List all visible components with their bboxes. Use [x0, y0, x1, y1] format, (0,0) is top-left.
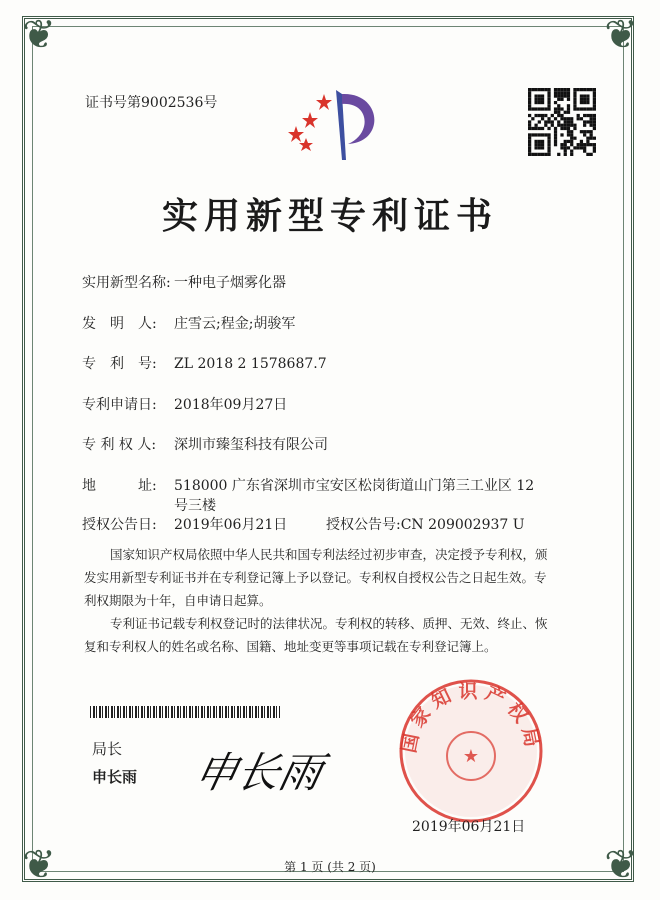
qr-module [570, 140, 573, 143]
qr-module [534, 101, 537, 104]
qr-module [570, 124, 573, 127]
qr-module [586, 114, 589, 117]
qr-module [583, 146, 586, 149]
qr-module [583, 143, 586, 146]
qr-module [528, 91, 531, 94]
qr-module [541, 146, 544, 149]
field-label: 地 址: [82, 478, 157, 494]
qr-module [586, 153, 589, 156]
qr-module [586, 101, 589, 104]
qr-module [541, 153, 544, 156]
qr-module [573, 127, 576, 130]
field-value: CN 209002937 U [400, 517, 525, 533]
qr-module [538, 94, 541, 97]
qr-module [560, 127, 563, 130]
qr-module [560, 107, 563, 110]
qr-module [560, 94, 563, 97]
qr-module [538, 127, 541, 130]
qr-module [583, 114, 586, 117]
qr-module [528, 107, 531, 110]
qr-module [580, 98, 583, 101]
qr-module [560, 133, 563, 136]
qr-module [567, 127, 570, 130]
certificate-title: 实用新型专利证书 [161, 195, 498, 237]
qr-module [564, 91, 567, 94]
certificate-number: 证书号第9002536号 [85, 95, 218, 111]
qr-module [580, 107, 583, 110]
qr-module [541, 98, 544, 101]
qr-module [554, 101, 557, 104]
qr-module [580, 101, 583, 104]
qr-module [593, 101, 596, 104]
qr-module [554, 94, 557, 97]
qr-module [593, 88, 596, 91]
field-inventors [82, 313, 295, 333]
qr-module [570, 120, 573, 123]
qr-module [583, 150, 586, 153]
qr-module [573, 98, 576, 101]
qr-module [580, 94, 583, 97]
qr-module [554, 137, 557, 140]
qr-module [586, 140, 589, 143]
qr-module [564, 124, 567, 127]
qr-module [560, 114, 563, 117]
qr-code [528, 88, 596, 156]
qr-module [534, 140, 537, 143]
qr-module [564, 88, 567, 91]
qr-module [580, 117, 583, 120]
qr-module [590, 153, 593, 156]
qr-module [586, 130, 589, 133]
qr-module [551, 120, 554, 123]
qr-module [573, 107, 576, 110]
qr-module [547, 101, 550, 104]
qr-module [586, 107, 589, 110]
statement-paragraph: 专利证书记载专利权登记时的法律状况。专利权的转移、质押、无效、终止、恢复和专利权人的姓名或名称、国籍、地址变更等事项记载在专利登记簿上。 [84, 616, 548, 654]
qr-module [593, 120, 596, 123]
qr-module [590, 143, 593, 146]
field-value: 庄雪云;程金;胡骏军 [174, 316, 296, 332]
qr-module [528, 127, 531, 130]
qr-module [557, 124, 560, 127]
qr-module [547, 88, 550, 91]
qr-module [586, 143, 589, 146]
field-value: 2019年06月21日 [174, 517, 288, 533]
qr-module [528, 104, 531, 107]
qr-module [541, 133, 544, 136]
field-patentee [82, 434, 328, 454]
qr-module [544, 124, 547, 127]
qr-module [554, 140, 557, 143]
qr-module [534, 114, 537, 117]
qr-module [541, 114, 544, 117]
qr-module [544, 114, 547, 117]
qr-module [541, 94, 544, 97]
qr-module [564, 117, 567, 120]
qr-module [567, 120, 570, 123]
qr-module [528, 137, 531, 140]
qr-module [580, 140, 583, 143]
signatory-title: 局长 [92, 740, 123, 758]
qr-module [557, 88, 560, 91]
field-value: 深圳市臻玺科技有限公司 [174, 437, 328, 453]
field-utility-model-name [82, 272, 286, 292]
qr-module [547, 127, 550, 130]
qr-module [567, 133, 570, 136]
qr-module [544, 133, 547, 136]
qr-module [586, 88, 589, 91]
qr-module [593, 150, 596, 153]
qr-module [547, 107, 550, 110]
qr-module [557, 98, 560, 101]
cnipa-logo-icon [282, 82, 382, 162]
qr-module [541, 117, 544, 120]
qr-module [547, 146, 550, 149]
qr-module [528, 120, 531, 123]
qr-module [583, 107, 586, 110]
qr-module [560, 124, 563, 127]
corner-ornament-icon: ❦ [604, 842, 638, 888]
official-seal [398, 678, 544, 824]
qr-module [554, 107, 557, 110]
qr-module [593, 104, 596, 107]
qr-module [528, 114, 531, 117]
qr-module [567, 91, 570, 94]
qr-module [528, 153, 531, 156]
qr-module [554, 133, 557, 136]
qr-module [593, 107, 596, 110]
field-label: 专利申请日: [82, 397, 157, 413]
qr-module [590, 117, 593, 120]
qr-module [560, 117, 563, 120]
qr-module [554, 130, 557, 133]
qr-module [570, 117, 573, 120]
qr-module [534, 153, 537, 156]
qr-module [557, 114, 560, 117]
qr-module [593, 137, 596, 140]
qr-module [593, 117, 596, 120]
field-value: 一种电子烟雾化器 [174, 275, 286, 291]
field-label: 专 利 权 人: [82, 437, 157, 453]
qr-module [541, 88, 544, 91]
qr-module [541, 101, 544, 104]
qr-module [544, 153, 547, 156]
qr-module [593, 91, 596, 94]
qr-module [541, 107, 544, 110]
qr-module [557, 107, 560, 110]
qr-module [573, 91, 576, 94]
qr-module [567, 94, 570, 97]
qr-module [538, 143, 541, 146]
qr-module [534, 133, 537, 136]
qr-module [570, 130, 573, 133]
qr-module [586, 94, 589, 97]
qr-module [590, 130, 593, 133]
field-value: ZL 2018 2 1578687.7 [174, 356, 327, 372]
qr-module [593, 127, 596, 130]
qr-module [538, 140, 541, 143]
qr-module [557, 91, 560, 94]
qr-module [528, 133, 531, 136]
qr-module [538, 120, 541, 123]
qr-module [590, 133, 593, 136]
qr-module [531, 117, 534, 120]
qr-module [583, 133, 586, 136]
qr-module [567, 107, 570, 110]
qr-module [570, 137, 573, 140]
qr-module [547, 133, 550, 136]
qr-module [580, 88, 583, 91]
qr-module [573, 88, 576, 91]
qr-module [534, 127, 537, 130]
qr-module [547, 137, 550, 140]
qr-module [528, 143, 531, 146]
field-label: 专 利 号: [82, 356, 157, 372]
qr-module [554, 111, 557, 114]
qr-module [557, 153, 560, 156]
qr-module [570, 153, 573, 156]
qr-module [577, 114, 580, 117]
qr-module [534, 107, 537, 110]
qr-module [593, 146, 596, 149]
qr-module [573, 101, 576, 104]
qr-module [554, 143, 557, 146]
corner-ornament-icon: ❦ [22, 842, 56, 888]
qr-module [580, 130, 583, 133]
qr-module [528, 124, 531, 127]
qr-module [528, 140, 531, 143]
qr-module [528, 94, 531, 97]
qr-module [531, 127, 534, 130]
field-value-line2: 号三楼 [174, 498, 216, 514]
qr-module [564, 120, 567, 123]
field-label: 授权公告号: [326, 517, 401, 533]
qr-module [534, 88, 537, 91]
qr-module [534, 143, 537, 146]
qr-module [590, 107, 593, 110]
qr-module [564, 111, 567, 114]
qr-module [590, 137, 593, 140]
qr-module [528, 98, 531, 101]
qr-module [557, 94, 560, 97]
qr-module [583, 124, 586, 127]
qr-module [534, 98, 537, 101]
qr-module [544, 107, 547, 110]
qr-module [557, 111, 560, 114]
qr-module [538, 88, 541, 91]
qr-module [547, 98, 550, 101]
qr-module [593, 114, 596, 117]
qr-module [551, 114, 554, 117]
qr-module [573, 146, 576, 149]
qr-module [560, 91, 563, 94]
qr-module [564, 153, 567, 156]
qr-module [564, 140, 567, 143]
qr-module [593, 124, 596, 127]
qr-module [586, 98, 589, 101]
qr-module [567, 104, 570, 107]
qr-module [564, 146, 567, 149]
qr-module [531, 107, 534, 110]
corner-ornament-icon: ❦ [22, 12, 56, 58]
qr-module [554, 91, 557, 94]
qr-module [528, 150, 531, 153]
qr-module [554, 127, 557, 130]
qr-module [567, 98, 570, 101]
qr-module [534, 124, 537, 127]
qr-module [580, 146, 583, 149]
qr-module [534, 94, 537, 97]
qr-module [586, 137, 589, 140]
qr-module [577, 117, 580, 120]
qr-module [567, 124, 570, 127]
qr-module [541, 140, 544, 143]
qr-module [544, 88, 547, 91]
qr-module [583, 101, 586, 104]
qr-module [570, 150, 573, 153]
qr-module [538, 146, 541, 149]
page-footer: 第 1 页 (共 2 页) [284, 860, 376, 874]
qr-module [580, 143, 583, 146]
qr-module [564, 127, 567, 130]
qr-module [528, 88, 531, 91]
field-label: 发 明 人: [82, 316, 157, 332]
qr-module [538, 98, 541, 101]
qr-module [528, 101, 531, 104]
qr-module [567, 146, 570, 149]
qr-module [551, 124, 554, 127]
seal-date: 2019年06月21日 [412, 819, 526, 835]
qr-module [567, 111, 570, 114]
qr-module [567, 117, 570, 120]
qr-module [570, 143, 573, 146]
qr-module [554, 88, 557, 91]
qr-module [564, 94, 567, 97]
qr-module [564, 143, 567, 146]
qr-module [557, 104, 560, 107]
signatory-name: 申长雨 [92, 768, 138, 786]
qr-module [544, 120, 547, 123]
signature: 申长雨 [190, 748, 327, 797]
qr-module [538, 101, 541, 104]
qr-module [534, 146, 537, 149]
qr-module [547, 91, 550, 94]
qr-module [577, 146, 580, 149]
qr-module [593, 94, 596, 97]
field-value: 518000 广东省深圳市宝安区松岗街道山门第三工业区 12 [174, 478, 535, 494]
field-value: 2018年09月27日 [174, 397, 288, 413]
qr-module [560, 146, 563, 149]
national-emblem-icon: ★ [462, 746, 480, 767]
qr-module [590, 120, 593, 123]
qr-module [570, 133, 573, 136]
field-application-date [82, 394, 287, 414]
qr-module [567, 88, 570, 91]
qr-module [547, 153, 550, 156]
qr-module [560, 143, 563, 146]
qr-module [538, 114, 541, 117]
qr-module [593, 98, 596, 101]
field-announcement-number [326, 514, 525, 534]
qr-module [583, 130, 586, 133]
qr-module [547, 143, 550, 146]
qr-module [531, 153, 534, 156]
qr-module [547, 94, 550, 97]
qr-module [593, 143, 596, 146]
field-patent-number [82, 353, 327, 373]
qr-module [538, 107, 541, 110]
qr-module [547, 120, 550, 123]
corner-ornament-icon: ❦ [604, 12, 638, 58]
qr-module [583, 98, 586, 101]
qr-module [547, 140, 550, 143]
qr-module [564, 150, 567, 153]
qr-module [573, 104, 576, 107]
qr-module [531, 133, 534, 136]
qr-module [586, 120, 589, 123]
qr-module [577, 143, 580, 146]
qr-module [573, 94, 576, 97]
field-grant-date [82, 514, 287, 534]
qr-module [567, 140, 570, 143]
qr-module [538, 133, 541, 136]
qr-module [528, 146, 531, 149]
qr-module [560, 98, 563, 101]
statement-paragraph: 国家知识产权局依照中华人民共和国专利法经过初步审查，决定授予专利权，颁发实用新型专利证书并在专利登记簿上予以登记。专利权自授权公告之日起生效。专利权期限为十年，自申请日起算。 [84, 547, 548, 608]
qr-module [541, 143, 544, 146]
qr-module [547, 150, 550, 153]
field-label: 实用新型名称: [82, 275, 171, 291]
qr-module [557, 120, 560, 123]
qr-module [554, 117, 557, 120]
qr-module [541, 127, 544, 130]
barcode [90, 706, 280, 718]
qr-module [573, 124, 576, 127]
qr-module [577, 88, 580, 91]
qr-module [538, 153, 541, 156]
qr-module [590, 124, 593, 127]
qr-module [560, 88, 563, 91]
qr-module [547, 117, 550, 120]
qr-module [577, 107, 580, 110]
seal-text: 国家知识产权局 [398, 680, 544, 755]
qr-module [531, 88, 534, 91]
qr-module [567, 130, 570, 133]
field-label: 授权公告日: [82, 517, 157, 533]
qr-module [573, 137, 576, 140]
qr-module [583, 120, 586, 123]
qr-module [583, 88, 586, 91]
qr-module [590, 114, 593, 117]
qr-module [547, 104, 550, 107]
field-address [82, 475, 534, 515]
qr-module [590, 88, 593, 91]
qr-module [583, 94, 586, 97]
